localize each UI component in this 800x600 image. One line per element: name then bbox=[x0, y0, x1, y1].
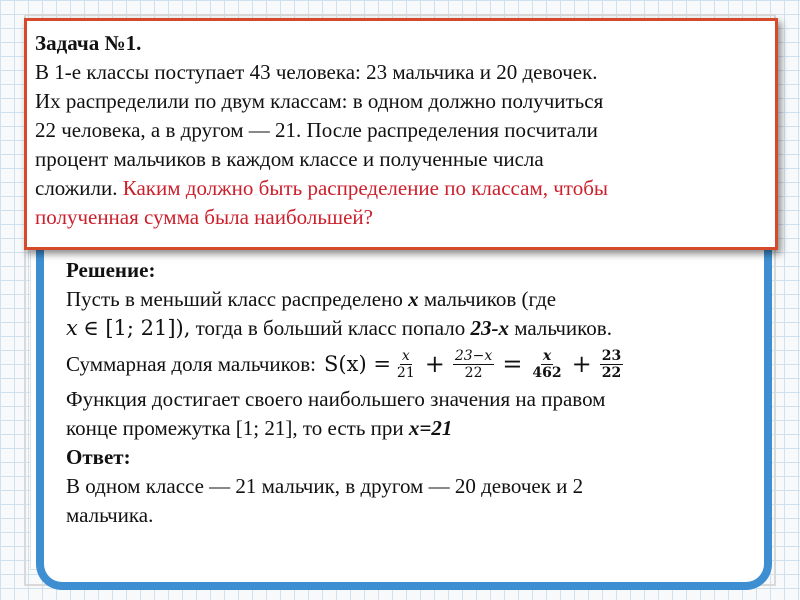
solution-line-5-text: конце промежутка [1; 21], то есть при bbox=[66, 416, 404, 440]
task-line-3: 22 человека, а в другом — 21. После распределения посчитали bbox=[35, 118, 598, 142]
fraction-x-over-21 bbox=[395, 348, 417, 381]
solution-line-2-tail: мальчиков. bbox=[514, 316, 612, 340]
fraction-23-minus-x-over-22 bbox=[453, 348, 494, 381]
task-question-part2: полученная сумма была наибольшей? bbox=[35, 205, 373, 229]
formula-row bbox=[66, 343, 766, 385]
task-box bbox=[24, 18, 778, 250]
formula-label: Суммарная доля мальчиков: bbox=[66, 351, 317, 376]
answer-heading: Ответ: bbox=[66, 445, 131, 469]
fraction-1-numerator: x bbox=[401, 347, 410, 364]
solution-line-1 bbox=[66, 285, 766, 314]
solution-block bbox=[66, 256, 766, 530]
solution-line-5 bbox=[66, 414, 766, 443]
solution-heading: Решение: bbox=[66, 258, 156, 282]
solution-line-1-text: Пусть в меньший класс распределено bbox=[66, 287, 403, 311]
plus-sign-2: + bbox=[571, 349, 592, 378]
solution-line-2-text: тогда в больший класс попало bbox=[195, 316, 466, 340]
fraction-2-denominator: 22 bbox=[464, 364, 483, 381]
fraction-1-denominator: 21 bbox=[396, 364, 415, 381]
expression-23-minus-x: 23-x bbox=[470, 316, 510, 340]
solution-line-4: Функция достигает своего наибольшего значения на правом bbox=[66, 387, 606, 411]
fraction-23-over-22 bbox=[600, 348, 623, 381]
task-line-1: В 1-е классы поступает 43 человека: 23 мальчика и 20 девочек. bbox=[35, 60, 598, 84]
equals-sign: = bbox=[502, 349, 523, 378]
fraction-3-denominator: 462 bbox=[532, 364, 562, 381]
fraction-3-numerator: x bbox=[542, 347, 552, 364]
variable-x: x bbox=[408, 287, 419, 311]
task-line-5-text: сложили. bbox=[35, 176, 118, 200]
task-title: Задача №1. bbox=[35, 31, 142, 55]
answer-line-1: В одном классе — 21 мальчик, в другом — 20 девочек и 2 bbox=[66, 474, 584, 498]
task-question-part1: Каким должно быть распределение по классам, чтобы bbox=[122, 176, 608, 200]
answer-line-2: мальчика. bbox=[66, 503, 154, 527]
solution-line-2 bbox=[66, 314, 766, 343]
fraction-4-numerator: 23 bbox=[601, 347, 622, 364]
task-line-5 bbox=[35, 174, 767, 203]
domain-interval: ∈ [1; 21]), bbox=[83, 316, 191, 340]
fraction-4-denominator: 22 bbox=[601, 364, 622, 381]
plus-sign-1: + bbox=[424, 349, 445, 378]
fraction-x-over-462 bbox=[530, 348, 563, 381]
task-line-2: Их распределили по двум классам: в одном должно получиться bbox=[35, 89, 604, 113]
domain-variable: x bbox=[66, 316, 78, 340]
solution-x-equals-21: x=21 bbox=[408, 416, 453, 440]
function-s-of-x: S(x) = bbox=[324, 351, 391, 376]
task-line-4: процент мальчиков в каждом классе и полученные числа bbox=[35, 147, 544, 171]
solution-line-1-tail: мальчиков (где bbox=[423, 287, 557, 311]
fraction-2-numerator: 23−x bbox=[454, 347, 493, 364]
